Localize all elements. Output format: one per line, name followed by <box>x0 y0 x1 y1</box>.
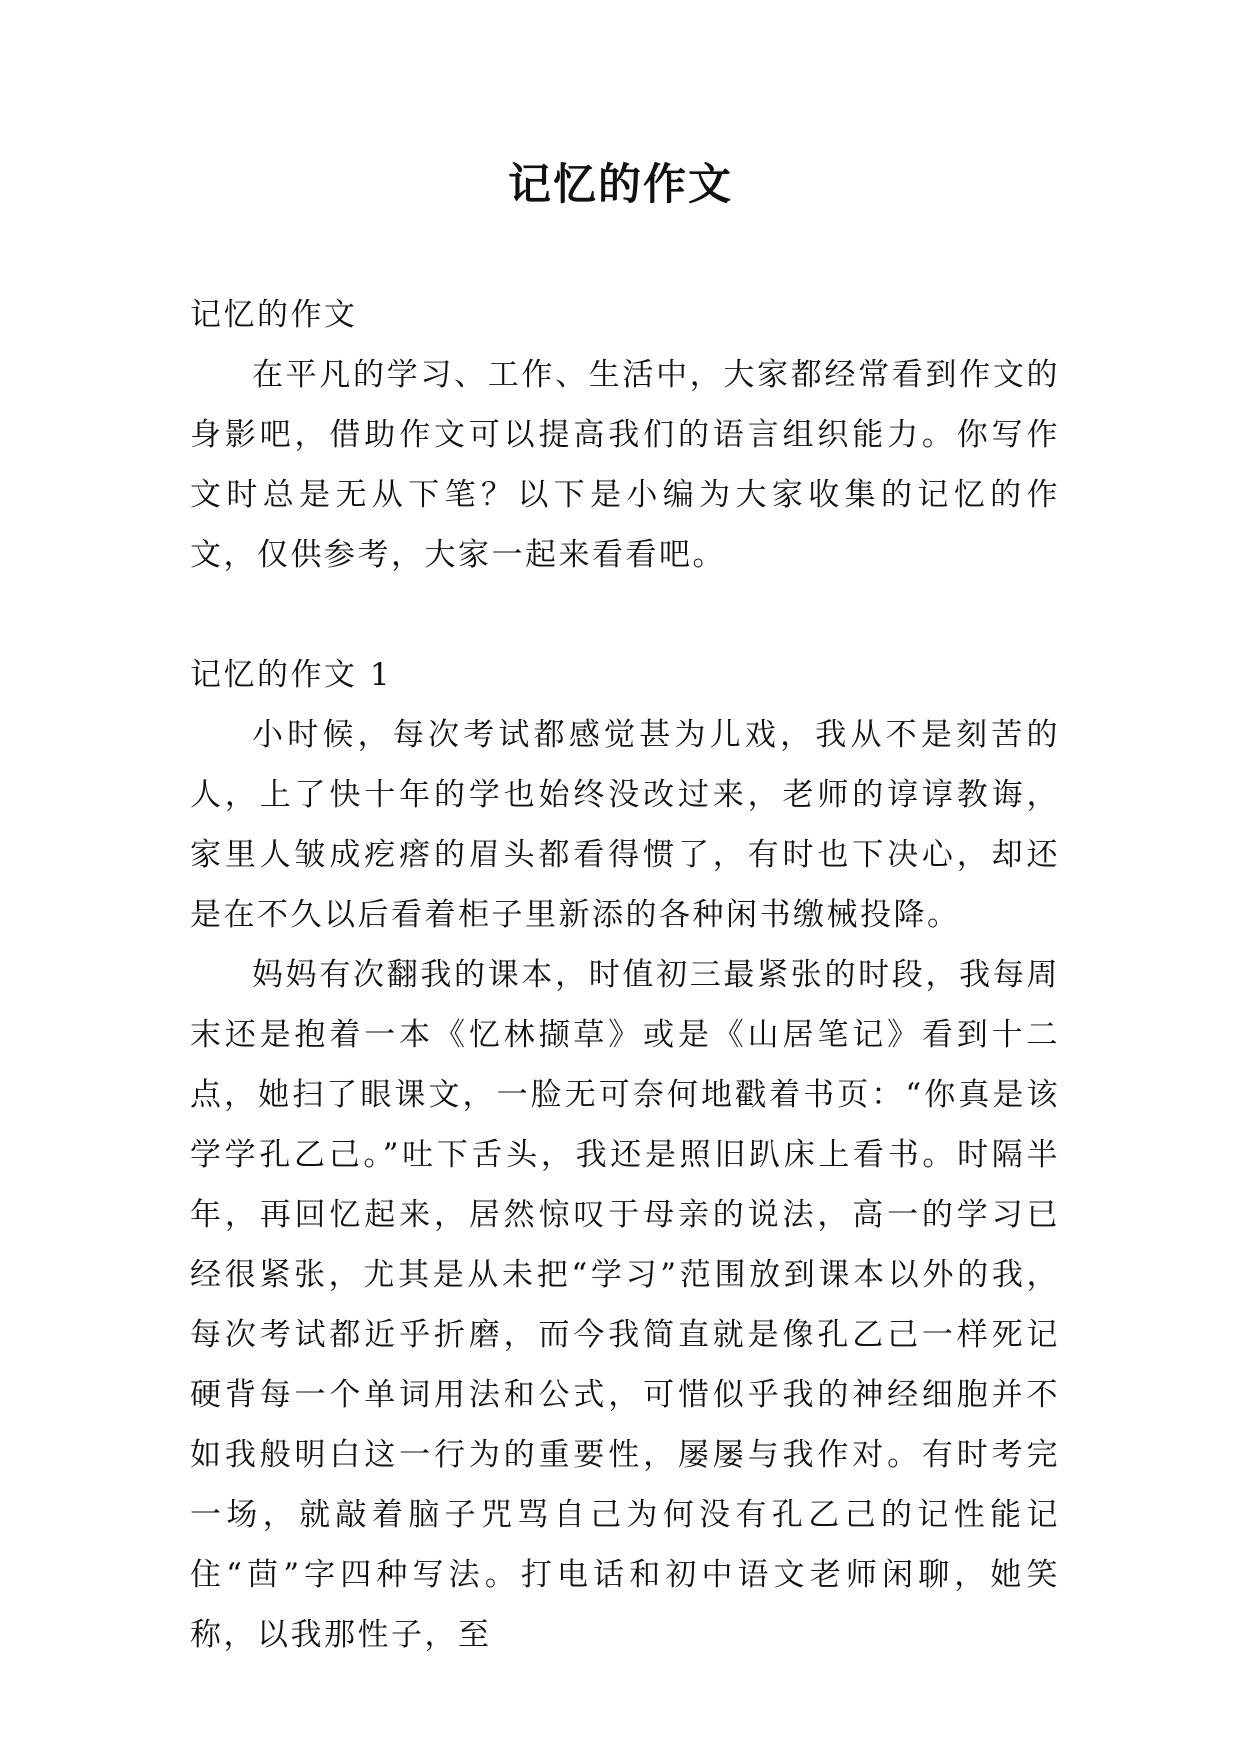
essay-1-heading: 记忆的作文 1 <box>190 657 393 693</box>
essay-1-paragraph: 妈妈有次翻我的课本，时值初三最紧张的时段，我每周末还是抱着一本《忆林撷草》或是《山居笔记》看到十二点，她扫了眼课文，一脸无可奈何地戳着书页：“你真是该学学孔乙己。”吐下舌头，我还是照旧趴床上看书。时隔半年，再回忆起来，居然惊叹于母亲的说法，高一的学习已经很紧张，尤其是从未把“学习”范围放到课本以外的我，每次考试都近乎折磨，而今我简直就是像孔乙己一样死记硬背每一个单词用法和公式，可惜似乎我的神经细胞并不如我般明白这一行为的重要性，屡屡与我作对。有时考完一场，就敲着脑子咒骂自己为何没有孔乙己的记性能记住“茴”字四种写法。打电话和初中语文老师闲聊，她笑称，以我那性子，至 <box>190 957 1060 1653</box>
section-spacer <box>190 585 1060 645</box>
intro-paragraph: 在平凡的学习、工作、生活中，大家都经常看到作文的身影吧，借助作文可以提高我们的语言组织能力。你写作文时总是无从下笔？以下是小编为大家收集的记忆的作文，仅供参考，大家一起来看看吧。 <box>190 357 1060 573</box>
document-title: 记忆的作文 <box>508 160 733 210</box>
essay-1-paragraph: 小时候，每次考试都感觉甚为儿戏，我从不是刻苦的人，上了快十年的学也始终没改过来，老师的谆谆教诲，家里人皱成疙瘩的眉头都看得惯了，有时也下决心，却还是在不久以后看着柜子里新添的各种闲书缴械投降。 <box>190 717 1060 933</box>
intro-heading: 记忆的作文 <box>190 297 358 333</box>
document-body <box>190 285 1060 1665</box>
